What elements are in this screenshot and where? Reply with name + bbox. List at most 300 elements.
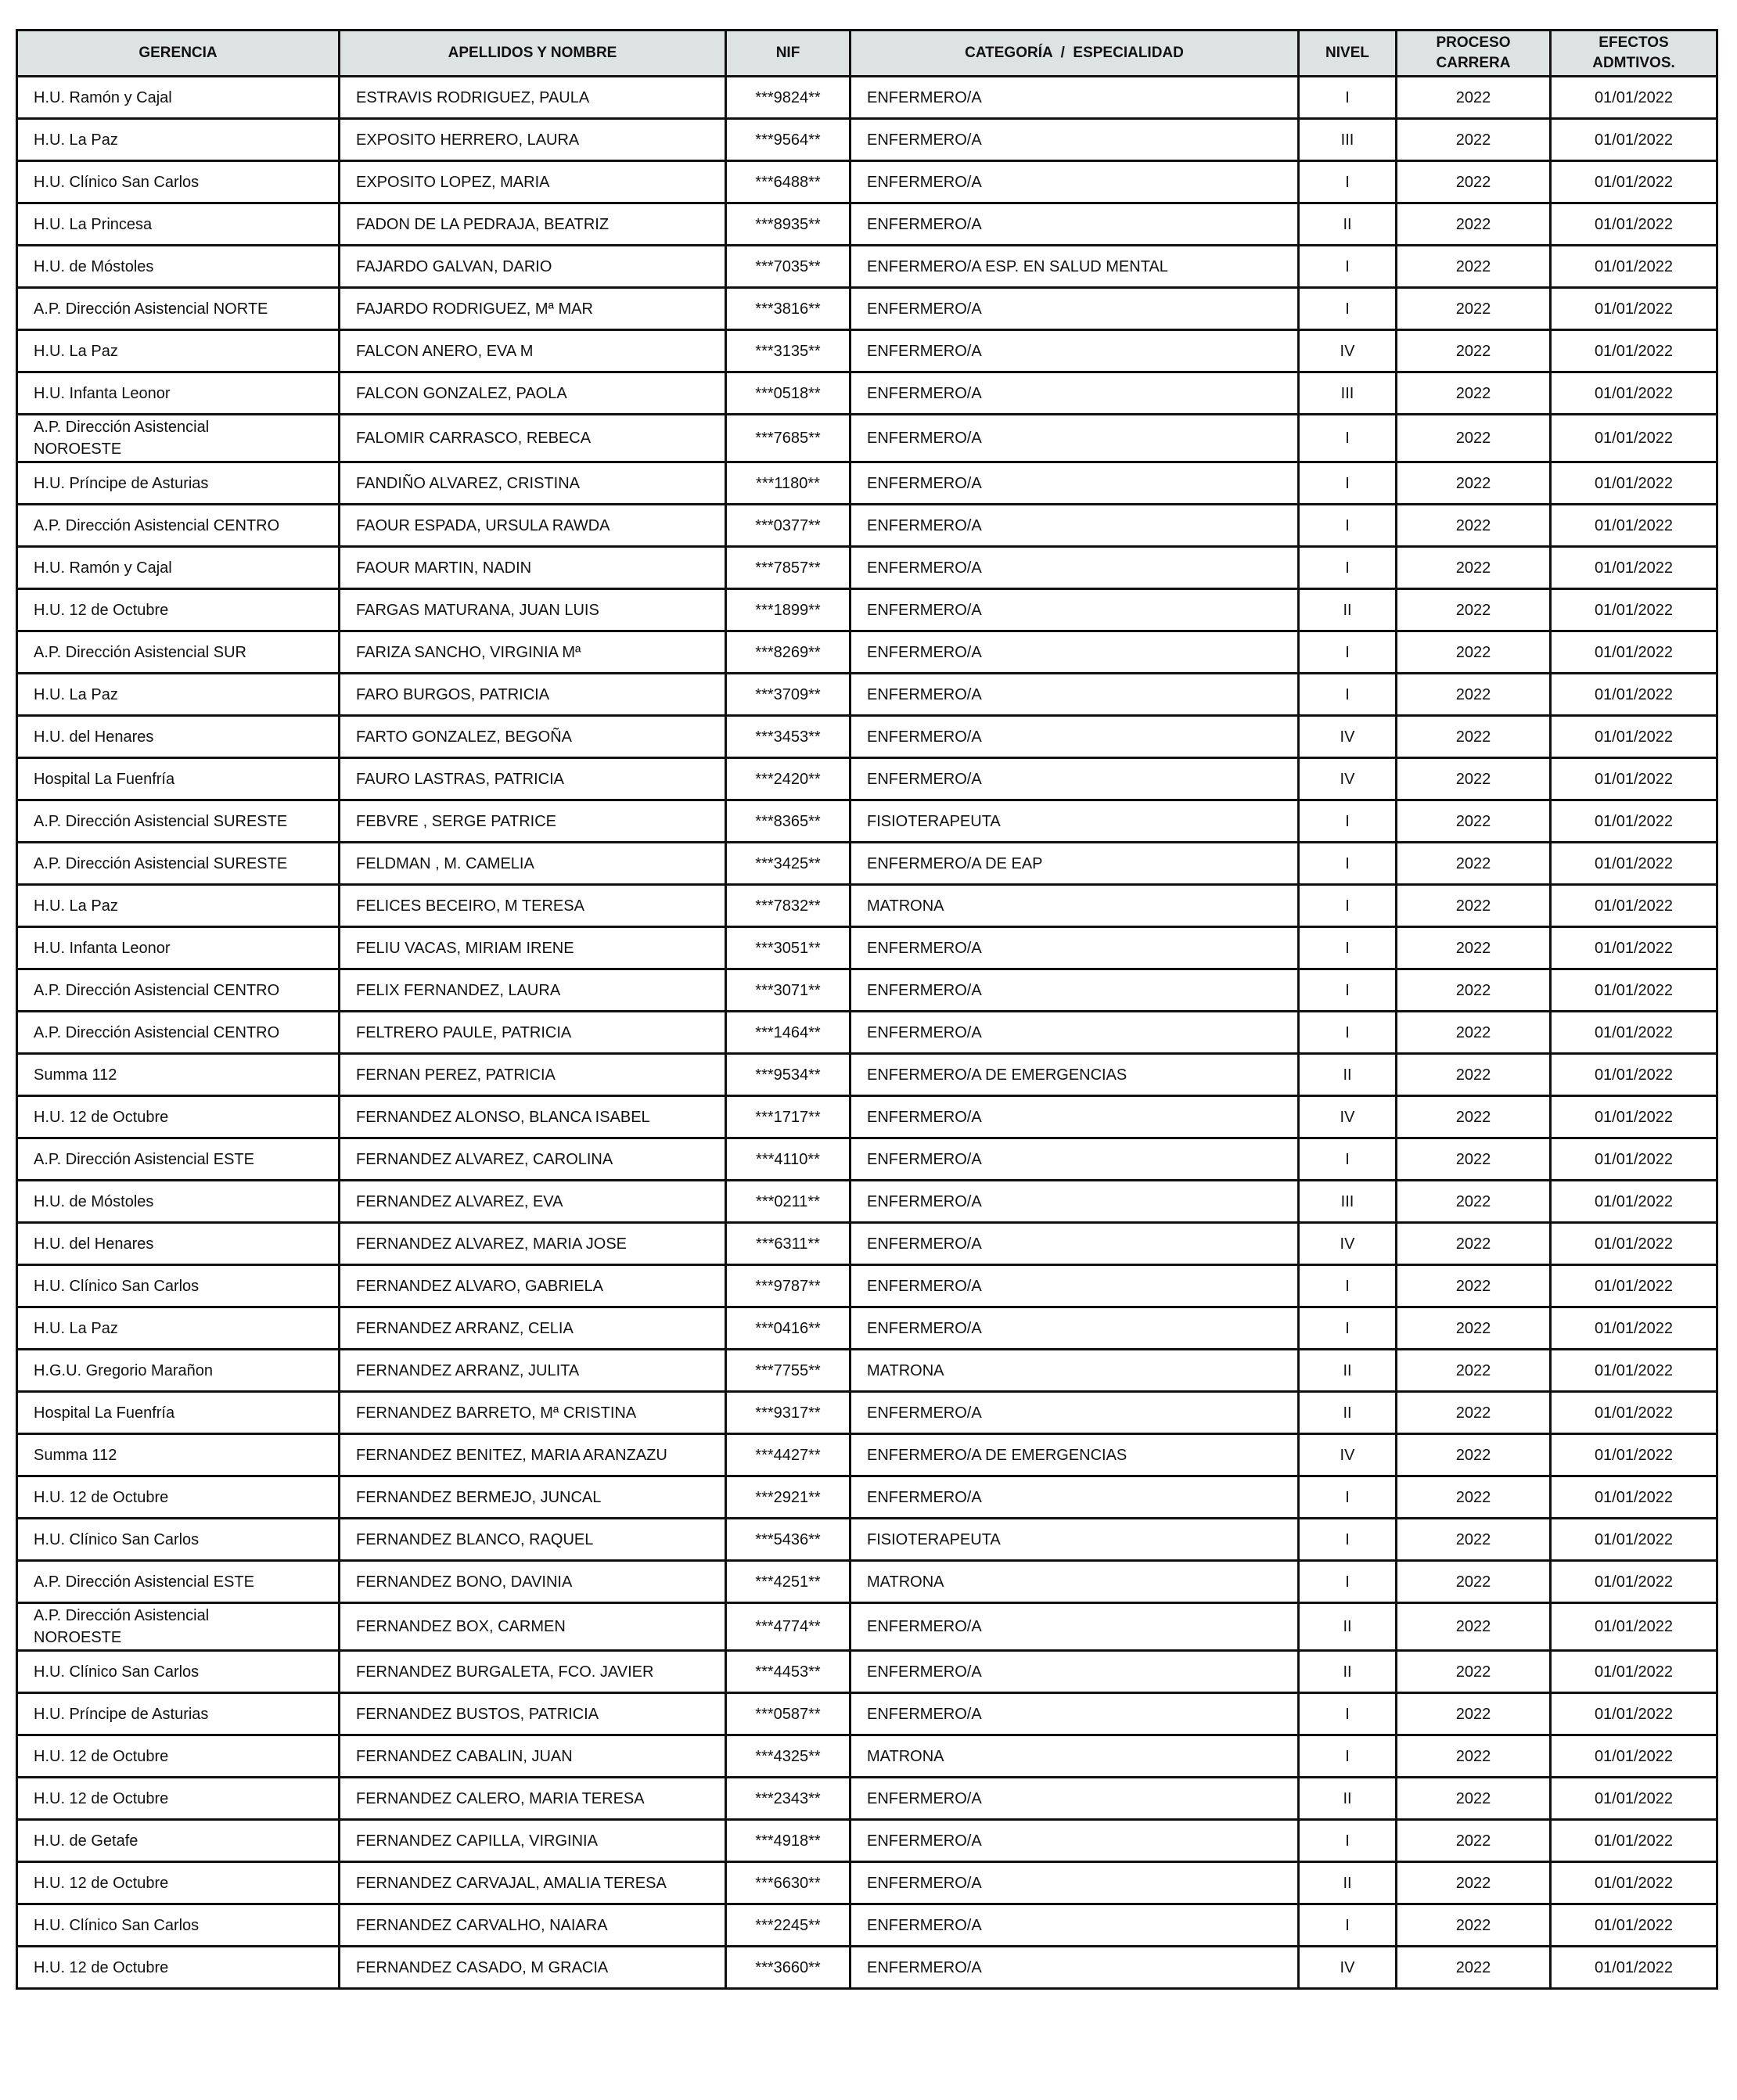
proceso-cell: 2022	[1397, 119, 1551, 161]
efectos-cell: 01/01/2022	[1551, 462, 1717, 505]
table-row	[17, 927, 1717, 969]
nif-cell: ***3135**	[726, 330, 851, 372]
proceso-cell: 2022	[1397, 1054, 1551, 1096]
categoria-cell: MATRONA	[851, 1561, 1299, 1603]
nif-cell: ***1899**	[726, 589, 851, 631]
nif-cell: ***6630**	[726, 1862, 851, 1904]
proceso-cell: 2022	[1397, 462, 1551, 505]
efectos-cell: 01/01/2022	[1551, 716, 1717, 758]
efectos-cell: 01/01/2022	[1551, 1651, 1717, 1693]
nif-cell: ***4251**	[726, 1561, 851, 1603]
categoria-cell: ENFERMERO/A	[851, 1265, 1299, 1307]
nivel-cell: I	[1299, 415, 1397, 462]
efectos-cell: 01/01/2022	[1551, 1054, 1717, 1096]
proceso-cell: 2022	[1397, 1693, 1551, 1735]
gerencia-cell: H.U. 12 de Octubre	[17, 1947, 340, 1989]
efectos-cell: 01/01/2022	[1551, 1012, 1717, 1054]
header-gerencia: GERENCIA	[17, 31, 340, 77]
table-row	[17, 1054, 1717, 1096]
nif-cell: ***9564**	[726, 119, 851, 161]
nombre-cell: FERNANDEZ CARVALHO, NAIARA	[340, 1904, 726, 1947]
nivel-cell: I	[1299, 969, 1397, 1012]
categoria-cell: ENFERMERO/A DE EAP	[851, 843, 1299, 885]
nivel-cell: I	[1299, 1904, 1397, 1947]
proceso-cell: 2022	[1397, 372, 1551, 415]
efectos-cell: 01/01/2022	[1551, 843, 1717, 885]
nombre-cell: FELIU VACAS, MIRIAM IRENE	[340, 927, 726, 969]
nombre-cell: FERNANDEZ BERMEJO, JUNCAL	[340, 1476, 726, 1519]
gerencia-cell: H.U. La Paz	[17, 1307, 340, 1350]
efectos-cell: 01/01/2022	[1551, 77, 1717, 119]
categoria-cell: ENFERMERO/A	[851, 1603, 1299, 1651]
categoria-cell: ENFERMERO/A	[851, 288, 1299, 330]
nif-cell: ***3709**	[726, 674, 851, 716]
table-row	[17, 716, 1717, 758]
table-row	[17, 631, 1717, 674]
header-nivel: NIVEL	[1299, 31, 1397, 77]
nombre-cell: EXPOSITO HERRERO, LAURA	[340, 119, 726, 161]
nif-cell: ***0587**	[726, 1693, 851, 1735]
efectos-cell: 01/01/2022	[1551, 547, 1717, 589]
gerencia-cell: H.U. Ramón y Cajal	[17, 547, 340, 589]
proceso-cell: 2022	[1397, 1392, 1551, 1434]
categoria-cell: ENFERMERO/A	[851, 372, 1299, 415]
nombre-cell: FADON DE LA PEDRAJA, BEATRIZ	[340, 203, 726, 246]
categoria-cell: ENFERMERO/A	[851, 1096, 1299, 1138]
gerencia-cell: H.U. 12 de Octubre	[17, 1735, 340, 1778]
gerencia-cell: A.P. Dirección Asistencial CENTRO	[17, 1012, 340, 1054]
gerencia-cell: H.U. 12 de Octubre	[17, 1096, 340, 1138]
nombre-cell: FARO BURGOS, PATRICIA	[340, 674, 726, 716]
nombre-cell: FALOMIR CARRASCO, REBECA	[340, 415, 726, 462]
nombre-cell: FERNANDEZ ALONSO, BLANCA ISABEL	[340, 1096, 726, 1138]
nivel-cell: IV	[1299, 1096, 1397, 1138]
categoria-cell: ENFERMERO/A	[851, 631, 1299, 674]
table-row	[17, 288, 1717, 330]
categoria-cell: ENFERMERO/A	[851, 547, 1299, 589]
efectos-cell: 01/01/2022	[1551, 288, 1717, 330]
nombre-cell: FERNANDEZ CARVAJAL, AMALIA TERESA	[340, 1862, 726, 1904]
categoria-cell: ENFERMERO/A	[851, 1138, 1299, 1181]
proceso-cell: 2022	[1397, 1012, 1551, 1054]
categoria-cell: ENFERMERO/A	[851, 161, 1299, 203]
nombre-cell: FAOUR ESPADA, URSULA RAWDA	[340, 505, 726, 547]
categoria-cell: ENFERMERO/A	[851, 927, 1299, 969]
table-row	[17, 330, 1717, 372]
nif-cell: ***2921**	[726, 1476, 851, 1519]
header-nif: NIF	[726, 31, 851, 77]
nivel-cell: I	[1299, 1693, 1397, 1735]
efectos-cell: 01/01/2022	[1551, 246, 1717, 288]
nombre-cell: FERNAN PEREZ, PATRICIA	[340, 1054, 726, 1096]
nif-cell: ***7857**	[726, 547, 851, 589]
efectos-cell: 01/01/2022	[1551, 758, 1717, 800]
nivel-cell: I	[1299, 1519, 1397, 1561]
proceso-cell: 2022	[1397, 1350, 1551, 1392]
efectos-cell: 01/01/2022	[1551, 589, 1717, 631]
gerencia-cell: H.U. 12 de Octubre	[17, 1778, 340, 1820]
gerencia-cell: Summa 112	[17, 1434, 340, 1476]
efectos-cell: 01/01/2022	[1551, 1735, 1717, 1778]
gerencia-cell: H.U. Clínico San Carlos	[17, 1904, 340, 1947]
proceso-cell: 2022	[1397, 1904, 1551, 1947]
nivel-cell: I	[1299, 1012, 1397, 1054]
table-row	[17, 1350, 1717, 1392]
gerencia-cell: H.U. La Paz	[17, 674, 340, 716]
proceso-cell: 2022	[1397, 1307, 1551, 1350]
nombre-cell: FERNANDEZ BLANCO, RAQUEL	[340, 1519, 726, 1561]
categoria-cell: ENFERMERO/A	[851, 1223, 1299, 1265]
proceso-cell: 2022	[1397, 1820, 1551, 1862]
nif-cell: ***0416**	[726, 1307, 851, 1350]
proceso-cell: 2022	[1397, 1735, 1551, 1778]
nombre-cell: FERNANDEZ BONO, DAVINIA	[340, 1561, 726, 1603]
efectos-cell: 01/01/2022	[1551, 1693, 1717, 1735]
proceso-cell: 2022	[1397, 1947, 1551, 1989]
gerencia-cell: H.U. La Paz	[17, 885, 340, 927]
nif-cell: ***8365**	[726, 800, 851, 843]
gerencia-text: A.P. Dirección Asistencial NOROESTE	[34, 1607, 210, 1646]
nif-cell: ***8269**	[726, 631, 851, 674]
table-row	[17, 1651, 1717, 1693]
efectos-cell: 01/01/2022	[1551, 1223, 1717, 1265]
nombre-cell: FARTO GONZALEZ, BEGOÑA	[340, 716, 726, 758]
gerencia-cell: H.U. Clínico San Carlos	[17, 1265, 340, 1307]
nivel-cell: III	[1299, 1181, 1397, 1223]
efectos-cell: 01/01/2022	[1551, 674, 1717, 716]
nif-cell: ***7832**	[726, 885, 851, 927]
proceso-cell: 2022	[1397, 77, 1551, 119]
efectos-cell: 01/01/2022	[1551, 1603, 1717, 1651]
nivel-cell: IV	[1299, 330, 1397, 372]
table-row	[17, 1012, 1717, 1054]
gerencia-cell: H.U. 12 de Octubre	[17, 589, 340, 631]
gerencia-cell: H.U. de Móstoles	[17, 246, 340, 288]
proceso-cell: 2022	[1397, 1476, 1551, 1519]
nivel-cell: II	[1299, 1862, 1397, 1904]
table-row	[17, 246, 1717, 288]
nivel-cell: I	[1299, 547, 1397, 589]
nif-cell: ***8935**	[726, 203, 851, 246]
gerencia-cell: A.P. Dirección Asistencial CENTRO	[17, 969, 340, 1012]
nombre-cell: ESTRAVIS RODRIGUEZ, PAULA	[340, 77, 726, 119]
gerencia-cell: Hospital La Fuenfría	[17, 1392, 340, 1434]
categoria-cell: ENFERMERO/A	[851, 1778, 1299, 1820]
proceso-cell: 2022	[1397, 1561, 1551, 1603]
nivel-cell: I	[1299, 1820, 1397, 1862]
header-categoria: CATEGORÍA / ESPECIALIDAD	[851, 31, 1299, 77]
gerencia-cell: Hospital La Fuenfría	[17, 758, 340, 800]
nif-cell: ***3660**	[726, 1947, 851, 1989]
categoria-cell: ENFERMERO/A	[851, 1651, 1299, 1693]
efectos-cell: 01/01/2022	[1551, 1392, 1717, 1434]
nivel-cell: II	[1299, 1603, 1397, 1651]
categoria-cell: FISIOTERAPEUTA	[851, 800, 1299, 843]
nivel-cell: III	[1299, 119, 1397, 161]
nombre-cell: FERNANDEZ ALVARO, GABRIELA	[340, 1265, 726, 1307]
nif-cell: ***2420**	[726, 758, 851, 800]
efectos-cell: 01/01/2022	[1551, 631, 1717, 674]
nivel-cell: I	[1299, 77, 1397, 119]
header-proceso-carrera: PROCESO CARRERA	[1397, 31, 1551, 77]
nivel-cell: IV	[1299, 1434, 1397, 1476]
nivel-cell: II	[1299, 1392, 1397, 1434]
gerencia-cell: H.U. La Paz	[17, 330, 340, 372]
gerencia-text: A.P. Dirección Asistencial NOROESTE	[34, 419, 210, 458]
efectos-cell: 01/01/2022	[1551, 800, 1717, 843]
table-row	[17, 1392, 1717, 1434]
nif-cell: ***4110**	[726, 1138, 851, 1181]
gerencia-cell: H.U. Príncipe de Asturias	[17, 1693, 340, 1735]
proceso-cell: 2022	[1397, 505, 1551, 547]
gerencia-cell: H.U. de Getafe	[17, 1820, 340, 1862]
table-row	[17, 161, 1717, 203]
proceso-cell: 2022	[1397, 758, 1551, 800]
proceso-cell: 2022	[1397, 631, 1551, 674]
efectos-cell: 01/01/2022	[1551, 885, 1717, 927]
categoria-cell: ENFERMERO/A	[851, 589, 1299, 631]
nif-cell: ***9534**	[726, 1054, 851, 1096]
table-row	[17, 1693, 1717, 1735]
categoria-cell: ENFERMERO/A	[851, 1012, 1299, 1054]
table-row	[17, 1223, 1717, 1265]
table-header-row	[17, 31, 1717, 77]
nivel-cell: II	[1299, 1778, 1397, 1820]
table-row	[17, 589, 1717, 631]
proceso-cell: 2022	[1397, 415, 1551, 462]
gerencia-cell: H.U. de Móstoles	[17, 1181, 340, 1223]
nivel-cell: I	[1299, 1265, 1397, 1307]
categoria-cell: ENFERMERO/A	[851, 1476, 1299, 1519]
nombre-cell: FELIX FERNANDEZ, LAURA	[340, 969, 726, 1012]
proceso-cell: 2022	[1397, 330, 1551, 372]
table-row	[17, 1603, 1717, 1651]
categoria-cell: ENFERMERO/A DE EMERGENCIAS	[851, 1434, 1299, 1476]
gerencia-cell: H.U. La Princesa	[17, 203, 340, 246]
gerencia-cell: H.U. Infanta Leonor	[17, 927, 340, 969]
nombre-cell: FAJARDO GALVAN, DARIO	[340, 246, 726, 288]
nif-cell: ***0377**	[726, 505, 851, 547]
nif-cell: ***6311**	[726, 1223, 851, 1265]
proceso-cell: 2022	[1397, 1603, 1551, 1651]
categoria-cell: MATRONA	[851, 885, 1299, 927]
nivel-cell: I	[1299, 885, 1397, 927]
table-row	[17, 843, 1717, 885]
categoria-cell: ENFERMERO/A ESP. EN SALUD MENTAL	[851, 246, 1299, 288]
nif-cell: ***0211**	[726, 1181, 851, 1223]
efectos-cell: 01/01/2022	[1551, 505, 1717, 547]
categoria-cell: ENFERMERO/A	[851, 1904, 1299, 1947]
nivel-cell: II	[1299, 1350, 1397, 1392]
nif-cell: ***7035**	[726, 246, 851, 288]
proceso-cell: 2022	[1397, 969, 1551, 1012]
nombre-cell: FANDIÑO ALVAREZ, CRISTINA	[340, 462, 726, 505]
gerencia-cell: H.U. Clínico San Carlos	[17, 1651, 340, 1693]
categoria-cell: ENFERMERO/A	[851, 1392, 1299, 1434]
nombre-cell: FERNANDEZ BUSTOS, PATRICIA	[340, 1693, 726, 1735]
nif-cell: ***9824**	[726, 77, 851, 119]
table-row	[17, 674, 1717, 716]
proceso-cell: 2022	[1397, 1434, 1551, 1476]
nivel-cell: I	[1299, 1735, 1397, 1778]
nif-cell: ***3051**	[726, 927, 851, 969]
efectos-cell: 01/01/2022	[1551, 1138, 1717, 1181]
table-row	[17, 758, 1717, 800]
categoria-cell: ENFERMERO/A	[851, 119, 1299, 161]
gerencia-cell: A.P. Dirección Asistencial NORTE	[17, 288, 340, 330]
nif-cell: ***4427**	[726, 1434, 851, 1476]
efectos-cell: 01/01/2022	[1551, 1862, 1717, 1904]
table-row	[17, 203, 1717, 246]
nif-cell: ***7685**	[726, 415, 851, 462]
categoria-cell: ENFERMERO/A	[851, 505, 1299, 547]
nif-cell: ***1180**	[726, 462, 851, 505]
proceso-cell: 2022	[1397, 1778, 1551, 1820]
gerencia-cell: H.U. 12 de Octubre	[17, 1476, 340, 1519]
categoria-cell: ENFERMERO/A	[851, 674, 1299, 716]
nombre-cell: FERNANDEZ ARRANZ, JULITA	[340, 1350, 726, 1392]
nombre-cell: FERNANDEZ CABALIN, JUAN	[340, 1735, 726, 1778]
proceso-cell: 2022	[1397, 1265, 1551, 1307]
efectos-cell: 01/01/2022	[1551, 1181, 1717, 1223]
nombre-cell: FELDMAN , M. CAMELIA	[340, 843, 726, 885]
proceso-cell: 2022	[1397, 1223, 1551, 1265]
nif-cell: ***1717**	[726, 1096, 851, 1138]
table-row	[17, 547, 1717, 589]
nivel-cell: II	[1299, 1651, 1397, 1693]
categoria-cell: ENFERMERO/A	[851, 77, 1299, 119]
nivel-cell: I	[1299, 246, 1397, 288]
nif-cell: ***3071**	[726, 969, 851, 1012]
proceso-cell: 2022	[1397, 161, 1551, 203]
table-row	[17, 1947, 1717, 1989]
nivel-cell: I	[1299, 462, 1397, 505]
table-row	[17, 1904, 1717, 1947]
gerencia-cell: A.P. Dirección Asistencial ESTE	[17, 1138, 340, 1181]
gerencia-cell: H.U. Clínico San Carlos	[17, 1519, 340, 1561]
nivel-cell: I	[1299, 843, 1397, 885]
table-row	[17, 1096, 1717, 1138]
table-row	[17, 1862, 1717, 1904]
proceso-cell: 2022	[1397, 1651, 1551, 1693]
efectos-cell: 01/01/2022	[1551, 330, 1717, 372]
efectos-cell: 01/01/2022	[1551, 161, 1717, 203]
proceso-cell: 2022	[1397, 1096, 1551, 1138]
proceso-cell: 2022	[1397, 843, 1551, 885]
nombre-cell: FERNANDEZ ARRANZ, CELIA	[340, 1307, 726, 1350]
categoria-cell: ENFERMERO/A	[851, 969, 1299, 1012]
nombre-cell: FARGAS MATURANA, JUAN LUIS	[340, 589, 726, 631]
nombre-cell: FARIZA SANCHO, VIRGINIA Mª	[340, 631, 726, 674]
nif-cell: ***4918**	[726, 1820, 851, 1862]
nombre-cell: FERNANDEZ BENITEZ, MARIA ARANZAZU	[340, 1434, 726, 1476]
table-body	[17, 77, 1717, 1989]
proceso-cell: 2022	[1397, 547, 1551, 589]
nivel-cell: IV	[1299, 1223, 1397, 1265]
efectos-cell: 01/01/2022	[1551, 1947, 1717, 1989]
nivel-cell: III	[1299, 372, 1397, 415]
header-apellidos-nombre: APELLIDOS Y NOMBRE	[340, 31, 726, 77]
nombre-cell: FERNANDEZ ALVAREZ, EVA	[340, 1181, 726, 1223]
proceso-cell: 2022	[1397, 1138, 1551, 1181]
nif-cell: ***4774**	[726, 1603, 851, 1651]
nif-cell: ***2343**	[726, 1778, 851, 1820]
efectos-cell: 01/01/2022	[1551, 1820, 1717, 1862]
table-row	[17, 462, 1717, 505]
efectos-cell: 01/01/2022	[1551, 1265, 1717, 1307]
table-row	[17, 1519, 1717, 1561]
categoria-cell: ENFERMERO/A	[851, 462, 1299, 505]
categoria-cell: FISIOTERAPEUTA	[851, 1519, 1299, 1561]
table-row	[17, 1181, 1717, 1223]
gerencia-cell: A.P. Dirección Asistencial SUR	[17, 631, 340, 674]
table-row	[17, 969, 1717, 1012]
table-row	[17, 1561, 1717, 1603]
gerencia-cell: H.U. del Henares	[17, 716, 340, 758]
efectos-cell: 01/01/2022	[1551, 1307, 1717, 1350]
nombre-cell: FERNANDEZ ALVAREZ, MARIA JOSE	[340, 1223, 726, 1265]
nivel-cell: II	[1299, 589, 1397, 631]
nombre-cell: FAURO LASTRAS, PATRICIA	[340, 758, 726, 800]
nif-cell: ***6488**	[726, 161, 851, 203]
nombre-cell: FEBVRE , SERGE PATRICE	[340, 800, 726, 843]
efectos-cell: 01/01/2022	[1551, 1476, 1717, 1519]
proceso-cell: 2022	[1397, 1181, 1551, 1223]
gerencia-cell: H.U. La Paz	[17, 119, 340, 161]
table-row	[17, 1265, 1717, 1307]
gerencia-cell: H.U. Infanta Leonor	[17, 372, 340, 415]
proceso-cell: 2022	[1397, 674, 1551, 716]
categoria-cell: ENFERMERO/A	[851, 1307, 1299, 1350]
categoria-cell: MATRONA	[851, 1350, 1299, 1392]
nif-cell: ***3453**	[726, 716, 851, 758]
nivel-cell: I	[1299, 674, 1397, 716]
table-row	[17, 885, 1717, 927]
nivel-cell: I	[1299, 1138, 1397, 1181]
categoria-cell: ENFERMERO/A	[851, 758, 1299, 800]
proceso-cell: 2022	[1397, 1862, 1551, 1904]
nif-cell: ***5436**	[726, 1519, 851, 1561]
nivel-cell: I	[1299, 288, 1397, 330]
gerencia-cell: A.P. Dirección Asistencial SURESTE	[17, 800, 340, 843]
table-row	[17, 1307, 1717, 1350]
nif-cell: ***3816**	[726, 288, 851, 330]
gerencia-cell: H.U. Príncipe de Asturias	[17, 462, 340, 505]
table-row	[17, 77, 1717, 119]
proceso-cell: 2022	[1397, 1519, 1551, 1561]
proceso-cell: 2022	[1397, 288, 1551, 330]
table-row	[17, 1434, 1717, 1476]
gerencia-cell: H.G.U. Gregorio Marañon	[17, 1350, 340, 1392]
efectos-cell: 01/01/2022	[1551, 203, 1717, 246]
gerencia-cell: H.U. del Henares	[17, 1223, 340, 1265]
efectos-cell: 01/01/2022	[1551, 372, 1717, 415]
nombre-cell: FERNANDEZ ALVAREZ, CAROLINA	[340, 1138, 726, 1181]
nombre-cell: FAJARDO RODRIGUEZ, Mª MAR	[340, 288, 726, 330]
table-row	[17, 415, 1717, 462]
efectos-cell: 01/01/2022	[1551, 969, 1717, 1012]
table-row	[17, 1476, 1717, 1519]
table-row	[17, 800, 1717, 843]
nivel-cell: I	[1299, 927, 1397, 969]
table-row	[17, 372, 1717, 415]
efectos-cell: 01/01/2022	[1551, 119, 1717, 161]
efectos-cell: 01/01/2022	[1551, 927, 1717, 969]
proceso-cell: 2022	[1397, 589, 1551, 631]
nivel-cell: I	[1299, 505, 1397, 547]
nivel-cell: IV	[1299, 758, 1397, 800]
nivel-cell: IV	[1299, 1947, 1397, 1989]
